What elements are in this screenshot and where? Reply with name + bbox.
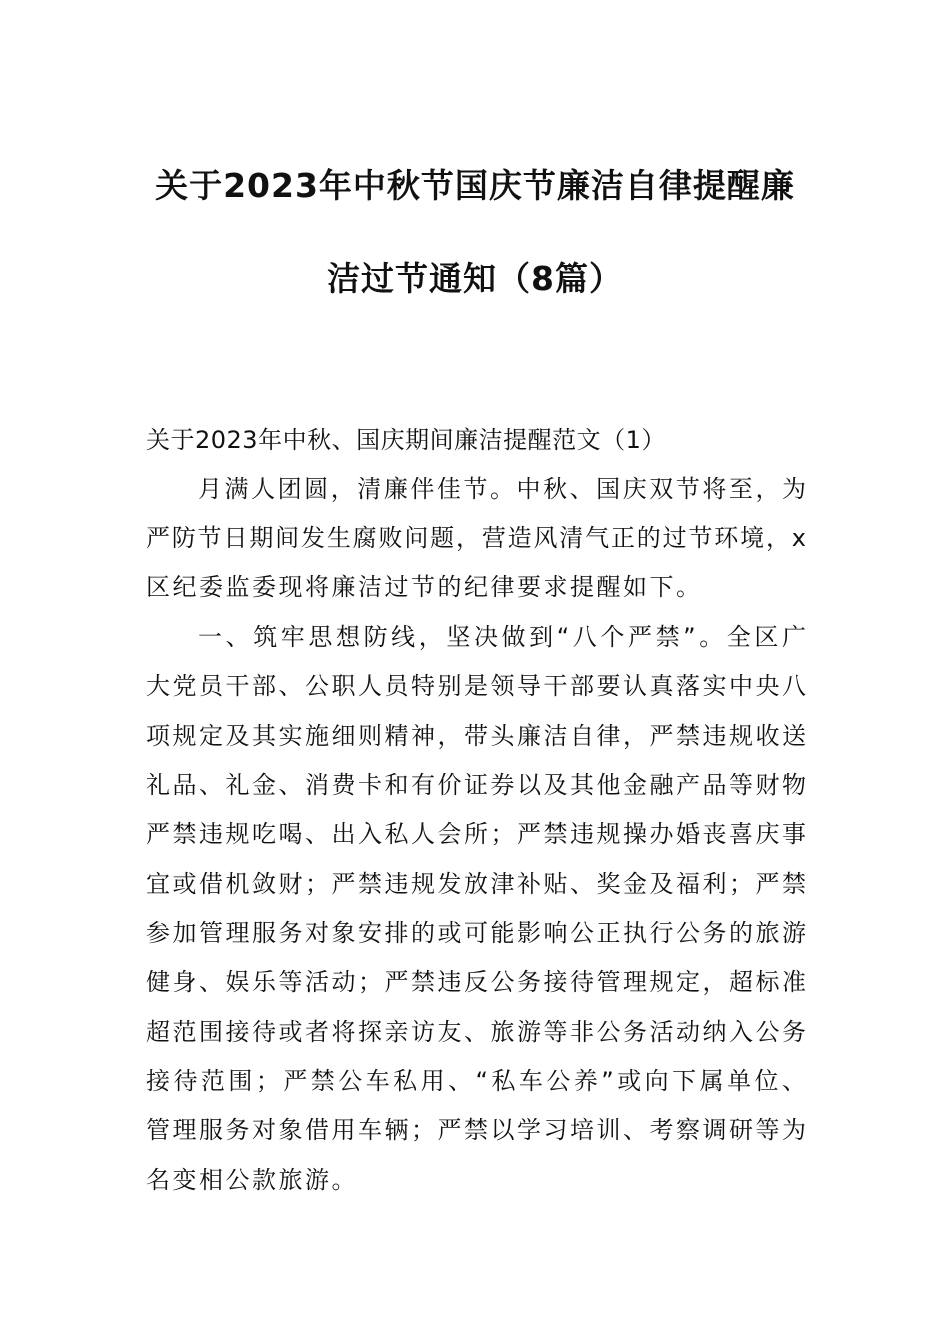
paragraph-2-line-3: 项规定及其实施细则精神，带头廉洁自律，严禁违规收送 <box>146 722 806 750</box>
paragraph-1-line-1: 月满人团圆，清廉伴佳节。中秋、国庆双节将至，为 <box>198 475 806 503</box>
paragraph-1-line-3: 区纪委监委现将廉洁过节的纪律要求提醒如下。 <box>146 573 703 601</box>
paragraph-2-line-11: 管理服务对象借用车辆；严禁以学习培训、考察调研等为 <box>146 1116 806 1144</box>
paragraph-2-line-1: 一、筑牢思想防线，坚决做到“八个严禁”。全区广 <box>198 623 806 651</box>
paragraph-2-line-5: 严禁违规吃喝、出入私人会所；严禁违规操办婚丧喜庆事 <box>146 820 806 848</box>
paragraph-2-line-8: 健身、娱乐等活动；严禁违反公务接待管理规定，超标准 <box>146 968 806 996</box>
section-heading: 关于2023年中秋、国庆期间廉洁提醒范文（1） <box>146 426 666 454</box>
paragraph-2-line-9: 超范围接待或者将探亲访友、旅游等非公务活动纳入公务 <box>146 1018 806 1046</box>
paragraph-2-line-7: 参加管理服务对象安排的或可能影响公正执行公务的旅游 <box>146 919 806 947</box>
paragraph-2-line-6: 宜或借机敛财；严禁违规发放津补贴、奖金及福利；严禁 <box>146 870 806 898</box>
paragraph-2-line-2: 大党员干部、公职人员特别是领导干部要认真落实中央八 <box>146 672 806 700</box>
paragraph-1-line-2: 严防节日期间发生腐败问题，营造风清气正的过节环境，x <box>146 524 806 552</box>
paragraph-2-line-10: 接待范围；严禁公车私用、“私车公养”或向下属单位、 <box>146 1067 806 1095</box>
document-title-line-2: 洁过节通知（8篇） <box>327 259 623 298</box>
paragraph-2-line-12: 名变相公款旅游。 <box>146 1166 358 1194</box>
document-title-line-1: 关于2023年中秋节国庆节廉洁自律提醒廉 <box>155 166 795 205</box>
paragraph-2-line-4: 礼品、礼金、消费卡和有价证券以及其他金融产品等财物 <box>146 771 806 799</box>
